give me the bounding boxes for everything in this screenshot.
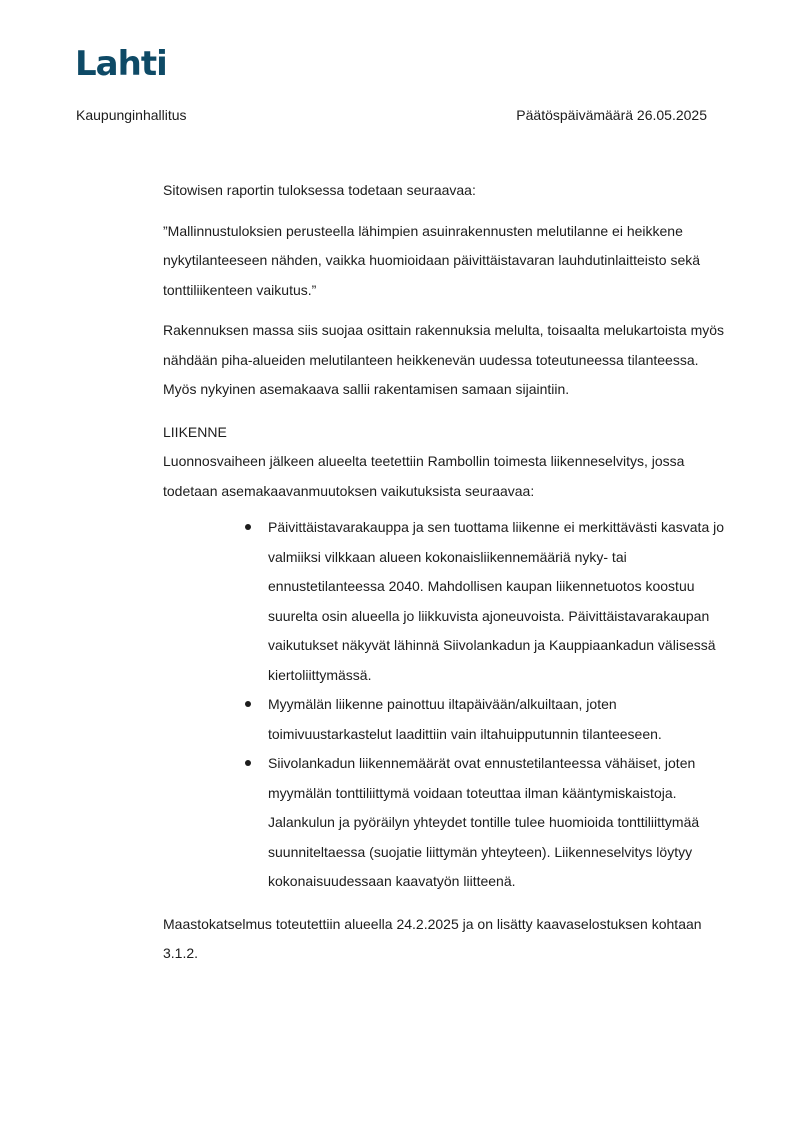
lahti-logo: Lahti (75, 44, 167, 84)
list-item-text: Päivittäistavarakauppa ja sen tuottama liikenne ei merkittävästi kasvata jo valmiiksi vilkkaan alueen kokonaisliikennemääriä nyky- tai ennustetilanteessa 2040. Mahdollisen kaupan liikennetuotos koostuu suurelta osin alueella jo liikkuvista ajoneuvoista. Päivittäistavarakaupan vaikutukset näkyvät lähinnä Siivolankadun ja Kauppiaankadun välisessä kiertoliittymässä. (268, 519, 725, 683)
decision-date: Päätöspäivämäärä 26.05.2025 (516, 107, 707, 123)
traffic-paragraph: Luonnosvaiheen jälkeen alueelta teetettiin Rambollin toimesta liikenneselvitys, jossa todetaan asemakaavanmuutoksen vaikutuksista seuraavaa: (163, 453, 685, 499)
traffic-impacts-list (163, 513, 728, 897)
organization-label: Kaupunginhallitus (76, 107, 187, 123)
traffic-heading: LIIKENNE (163, 423, 227, 440)
list-item (163, 513, 728, 690)
document-body (163, 176, 728, 969)
intro-paragraph: Sitowisen raportin tuloksessa todetaan seuraavaa: (163, 182, 476, 198)
bullet-icon (245, 701, 251, 707)
list-item-text: Myymälän liikenne painottuu iltapäivään/alkuiltaan, joten toimivuustarkastelut laadittiin vain iltahuipputunnin tilanteeseen. (268, 696, 662, 742)
quote-paragraph: ”Mallinnustuloksien perusteella lähimpien asuinrakennusten melutilanne ei heikkene nykytilanteeseen nähden, vaikka huomioidaan päivittäistavaran lauhdutinlaitteisto sekä tonttiliikenteen vaikutus.” (163, 222, 701, 298)
survey-paragraph: Maastokatselmus toteutettiin alueella 24.2.2025 ja on lisätty kaavaselostuksen kohtaan 3.1.2. (163, 915, 702, 961)
list-item-text: Siivolankadun liikennemäärät ovat ennustetilanteessa vähäiset, joten myymälän tonttiliittymä voidaan toteuttaa ilman kääntymiskaistoja. Jalankulun ja pyöräilyn yhteydet tontille tulee huomioida tonttiliittymää suunniteltaessa (suojatie liittymän yhteyteen). Liikenneselvitys löytyy kokonaisuudessaan kaavatyön liitteenä. (268, 755, 700, 889)
bullet-icon (245, 524, 251, 530)
list-item (163, 690, 728, 749)
mass-paragraph: Rakennuksen massa siis suojaa osittain rakennuksia melulta, toisaalta melukartoista myös nähdään piha-alueiden melutilanteen heikkenevän uudessa toteutuneessa tilanteessa. Myös nykyinen asemakaava sallii rakentamisen samaan sijaintiin. (163, 322, 725, 397)
bullet-icon (245, 760, 251, 766)
list-item (163, 749, 728, 897)
